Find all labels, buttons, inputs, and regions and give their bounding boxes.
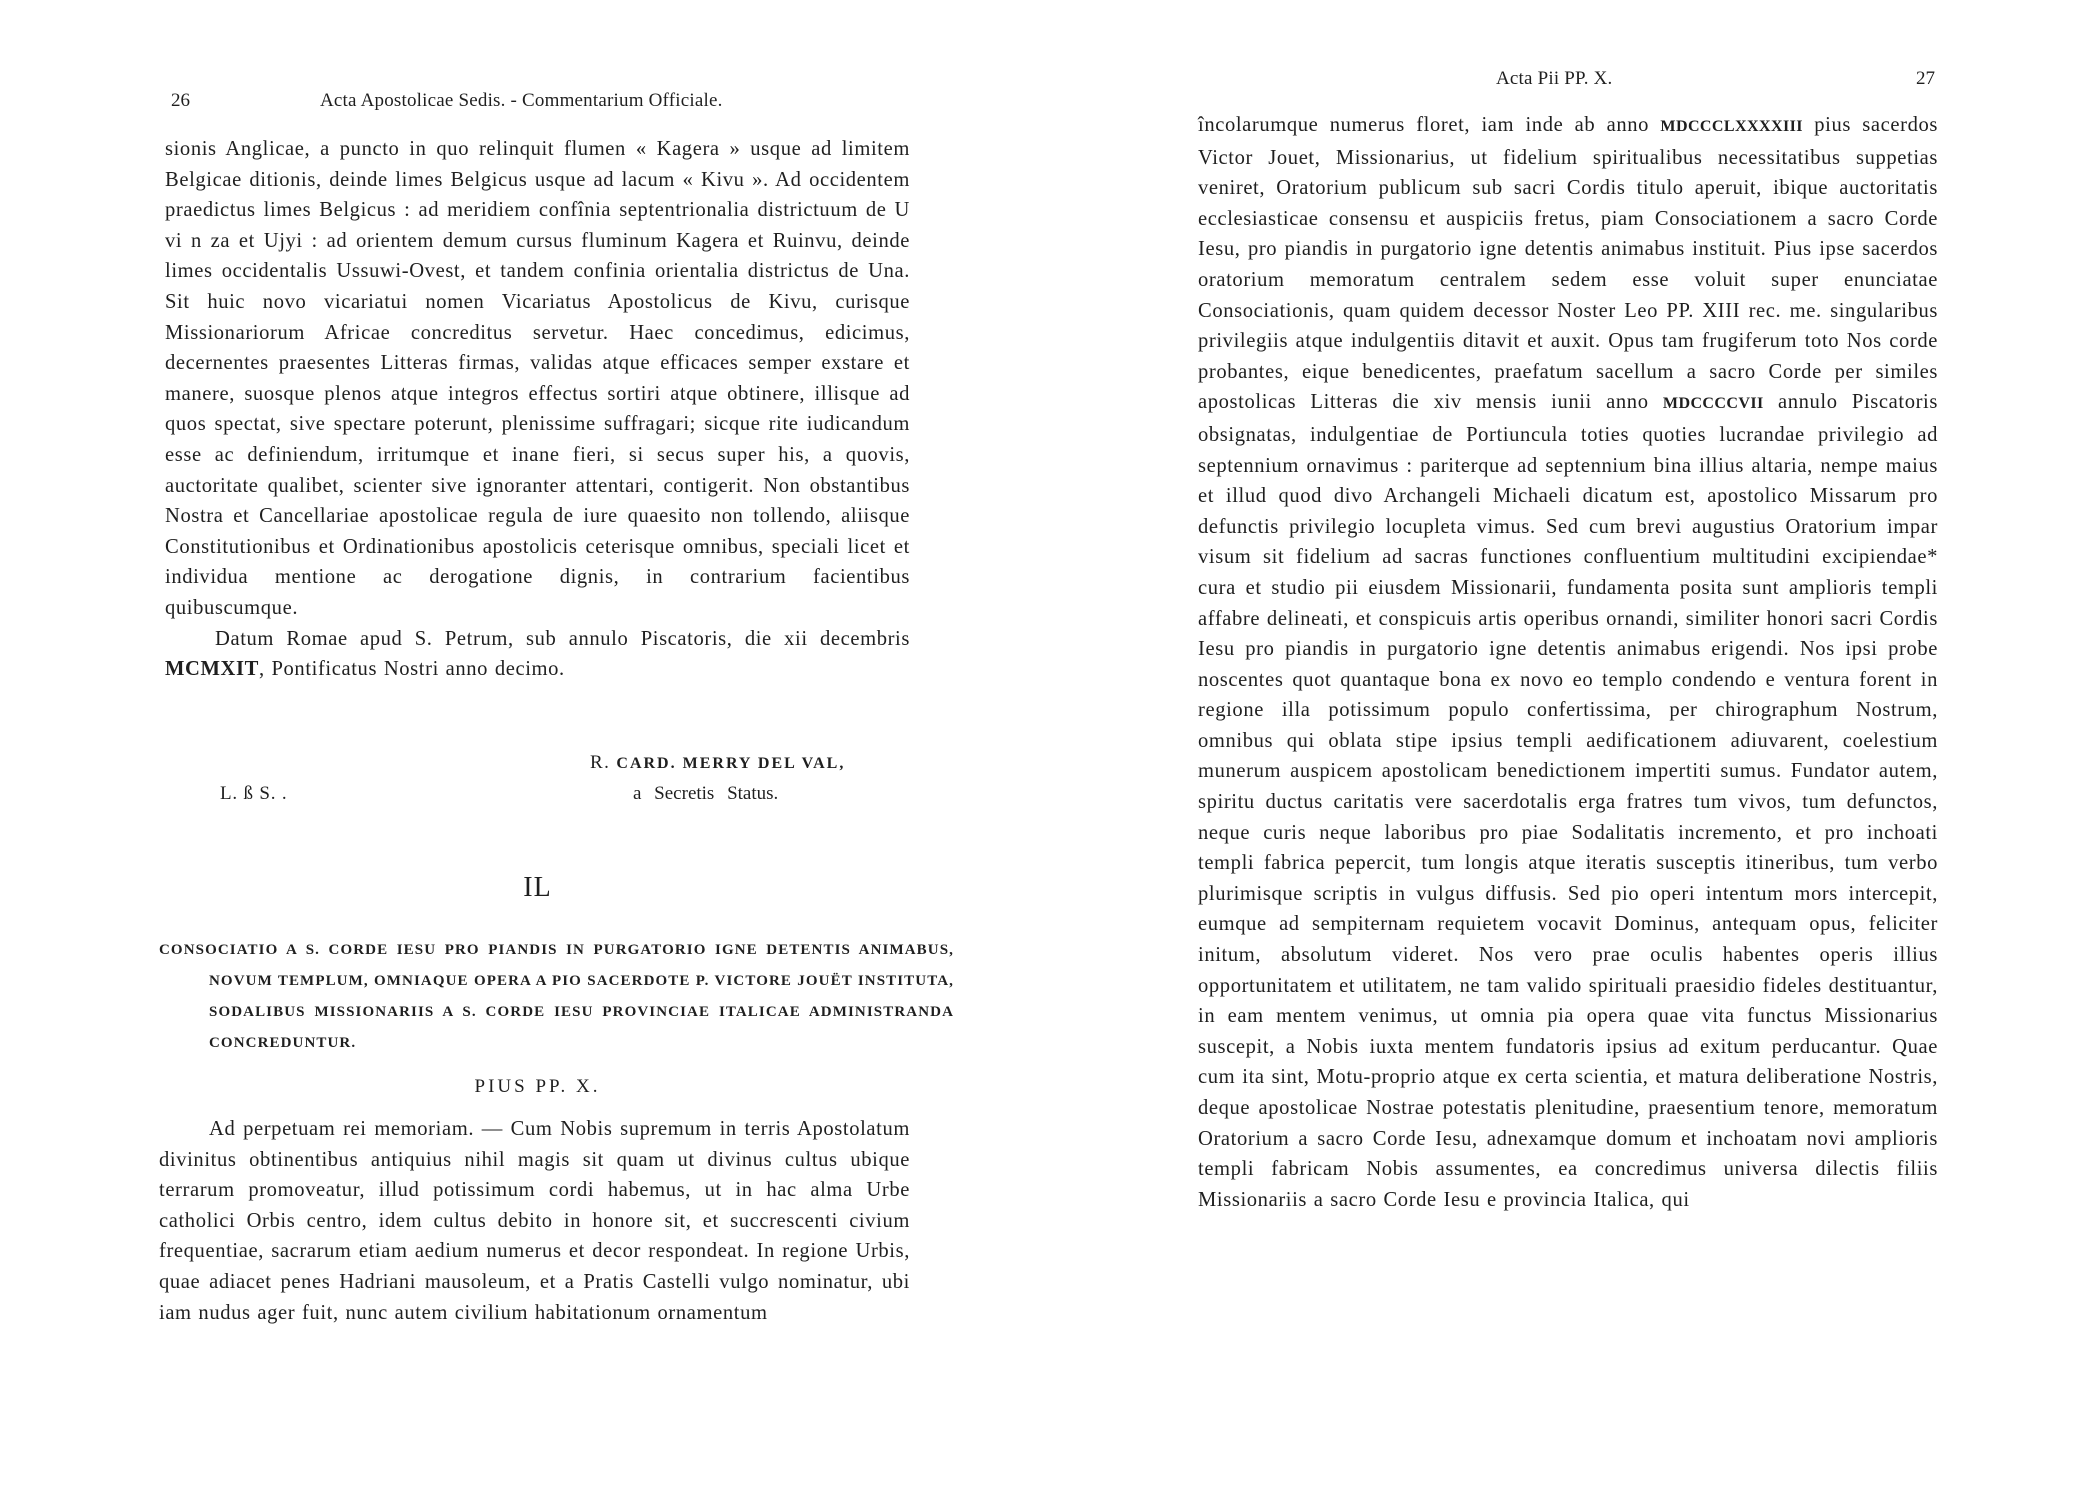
year-numeral: MDCCCLXXXXIII: [1660, 118, 1803, 135]
dating-text-end: , Pontificatus Nostri anno decimo.: [258, 658, 565, 681]
text-segment: încolarumque numerus floret, iam inde ab anno: [1198, 114, 1661, 136]
signature-initial: R.: [590, 752, 611, 773]
dating-text: Datum Romae apud S. Petrum, sub annulo Piscatoris, die xii decembris: [215, 627, 910, 650]
signature-name: [590, 752, 845, 774]
seal-mark: L. ß S. .: [220, 783, 288, 804]
right-page: [1198, 0, 1938, 1500]
running-head: Acta Apostolicae Sedis. - Commentarium Officiale.: [320, 90, 723, 111]
page-number: 26: [171, 90, 190, 111]
body-paragraph: [165, 134, 910, 717]
page-number: 27: [1916, 68, 1935, 89]
continuation-paragraph: sionis Anglicae, a puncto in quo relinquit flumen « Kagera » usque ad limitem Belgicae ditionis, deinde limes Belgicus usque ad lacum « Kivu ». Ad occidentem praedictus limes Belgicus : ad meridiem confînia septentrionalia districtuum de U vi n za et Ujyi : ad orientem demum cursus fluminum Kagera et Ruinvu, deinde limes occidentalis Ussuwi-Ovest, et tandem confinia orientalia districtus de Una. Sit huic novo vicariatui nomen Vicariatus Apostolicus de Kivu, curisque Missionariorum Africae concreditus servetur. Haec concedimus, edicimus, decernentes praesentes Litteras firmas, validas atque efficaces semper exstare et manere, suosque plenos atque integros effectus sortiri atque obtinere, illisque ad quos spectat, sive spectare poterunt, plenissime suffragari; sicque rite iudicandum esse ac definiendum, irritumque et inane fieri, si secus super his, a quovis, auctoritate qualibet, scienter sive ignoranter attentari, contigerit. Non obstantibus Nostra et Cancellariae apostolicae regula de iure quaesito non tollendo, aliisque Constitutionibus et Ordinationibus apostolicis ceterisque omnibus, speciali licet et individua mentione ac derogatione dignis, in contrarium facientibus quibuscumque.: [165, 138, 910, 619]
dating-year: MCMXIT: [165, 658, 259, 681]
text-segment: pius sacerdos Victor Jouet, Missionarius, ut fidelium spiritualibus necessitatibus suppetias veniret, Oratorium publicum sub sacri Cordis titulo aperuit, ibique auctoritatis ecclesiasticae consensu et auspiciis fretus, piam Consociationem a sacro Corde Iesu, pro piandis in purgatorio igne detentis animabus instituit. Pius ipse sacerdos oratorium memoratum centralem sedem esse voluit super enunciatae Consociationis, quam quidem decessor Noster Leo PP. XIII rec. me. singularibus privilegiis atque indulgentiis ditavit et auxit. Opus tam frugiferum toto Nos corde probantes, eique benedicentes, praefatum sacellum a sacro Corde per similes apostolicas Litteras die xiv mensis iunii anno: [1198, 114, 1938, 414]
body-paragraph: [1198, 110, 1938, 1215]
dating-paragraph: [165, 624, 910, 685]
section-numeral: IL: [523, 872, 552, 903]
section-heading: CONSOCIATIO A S. CORDE IESU PRO PIANDIS IN PURGATORIO IGNE DETENTIS ANIMABUS, NOVUM TEMPLUM, OMNIAQUE OPERA A PIO SACERDOTE P. VICTORE JOUËT INSTITUTA, SODALIBUS MISSIONARIIS A S. CORDE IESU PROVINCIAE ITALICAE ADMINISTRANDA CONCREDUNTUR.: [159, 942, 954, 1051]
signatory: CARD. MERRY DEL VAL,: [616, 755, 846, 772]
signatory-role: a Secretis Status.: [633, 783, 779, 804]
left-page: [159, 0, 954, 1500]
body-paragraph-2: Ad perpetuam rei memoriam. — Cum Nobis supremum in terris Apostolatum divinitus obtinentibus antiquius nihil magis sit quam ut divinus cultus ubique terrarum promoveatur, illud potissimum cordi habemus, ut in hac alma Urbe catholici Orbis centro, idem cultus debito in honore sit, et succrescenti civium frequentiae, sacrarum etiam aedium numerus et decor respondeat. In regione Urbis, quae adiacet penes Hadriani mausoleum, et a Pratis Castelli vulgo nominatur, ubi iam nudus ager fuit, nunc autem civilium habitationum ornamentum: [159, 1118, 910, 1324]
pope-name: PIUS PP. X.: [474, 1076, 601, 1097]
running-head: Acta Pii PP. X.: [1496, 68, 1613, 89]
text-segment: annulo Piscatoris obsignatas, indulgentiae de Portiuncula toties quoties lucrandae privilegio ad septennium ornavimus : pariterque ad septennium bina illius altaria, nempe maius et illud quod divo Archangeli Michaeli dicatum est, apostolico Missarum pro defunctis privilegio locupleta vimus. Sed cum brevi augustius Oratorium impar visum sit fidelium ad sacras functiones confluentium multitudini excipiendae* cura et studio pii eiusdem Missionarii, fundamenta posita sunt amplioris templi affabre delineati, et conspicuis artis operibus ornandi, similiter honori sacri Cordis Iesu pro piandis in purgatorio igne detentis animabus erigendi. Nos ipsi probe noscentes quot quantaque bona ex novo eo templo condendo e ventura forent in regione illa potissimum populo confertissima, per chirographum Nostrum, omnibus qui oblata stipe ipsius templi aedificationem adiuvarent, coelestium munerum auspicem apostolicam benedictionem impertiti sumus. Fundator autem, spiritu ductus caritatis vere sacerdotalis erga fratres tum vivos, tum defunctos, neque curis neque laboribus pro piae Sodalitatis incremento, et pro inchoati templi fabrica pepercit, tum longis atque iteratis susceptis itineribus, tum verbo plurimisque scriptis in vulgus diffusis. Sed pio operi intentum mors intercepit, eumque ad sempiternam requietem vocavit Dominus, antequam opus, feliciter initum, absolutum videret. Nos vero prae oculis habentes operis illius opportunitatem et utilitatem, ne tam valido spirituali praesidio fideles destituantur, in eam mentem venimus, ut omnia pia opera quae vita functus Missionarius suscepit, a Nobis iuxta mentem fundatoris ipsius ad exitum perducantur. Quae cum ita sint, Motu-proprio atque ex certa scientia, et matura deliberatione Nostris, deque apostolicae Nostrae potestatis plenitudine, praesentium tenore, memoratum Oratorium a sacro Corde Iesu, adnexamque domum et inchoatam novi amplioris templi fabricam Nobis assumentes, ea concredimus universa dilectis filiis Missionariis a sacro Corde Iesu e provincia Italica, qui: [1198, 391, 1938, 1211]
year-numeral: MDCCCCVII: [1662, 395, 1764, 413]
signature-block: [165, 752, 910, 822]
